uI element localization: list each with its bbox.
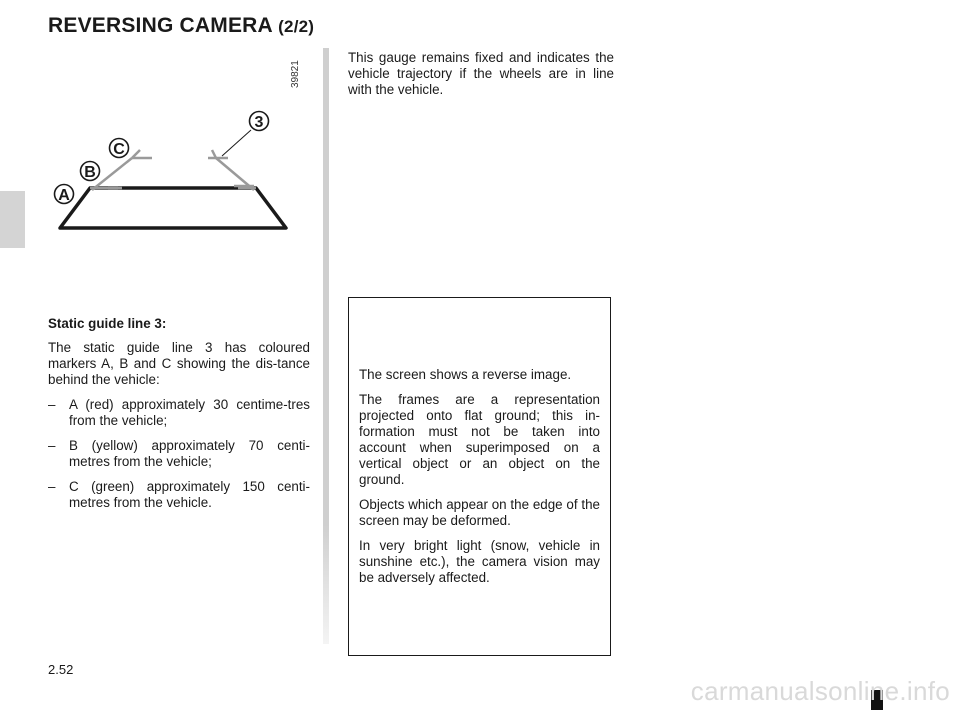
page-title-part: (2/2) [278,17,315,36]
callout-a-label: A [58,187,70,204]
list-dash: – [48,397,56,412]
page-title-main: REVERSING CAMERA [48,14,273,37]
list-dash: – [48,479,56,494]
marker-list [48,397,310,511]
section-intro: The static guide line 3 has coloured markers A, B and C showing the dis-tance behind the vehicle: [48,340,310,387]
guide-line-diagram [48,58,310,238]
page-number: 2.52 [48,662,74,677]
list-dash: – [48,438,56,453]
callout-3-label: 3 [254,114,264,131]
list-item-text: C (green) approximately 150 centi-metres from the vehicle. [69,479,310,510]
section-heading: Static guide line 3: [48,316,167,331]
callout-b [81,162,100,182]
watermark: carmanualsonline.info [690,676,950,706]
note-paragraph: Objects which appear on the edge of the screen may be deformed. [359,497,600,528]
list-item [48,438,310,470]
list-item-text: A (red) approximately 30 centime-tres from the vehicle; [69,397,310,428]
list-item [48,397,310,429]
guide-frame [60,188,286,228]
gauge-description: This gauge remains fixed and indicates the vehicle trajectory if the wheels are in line with the vehicle. [348,50,614,97]
figure-id: 39821 [290,60,301,88]
note-box [348,297,611,656]
callout-a [55,185,74,205]
guide-line-section [48,316,310,520]
callout-c-label: C [113,141,125,158]
callout-c [110,139,129,159]
callout-b-label: B [84,164,96,181]
callout-3 [250,112,269,132]
column-divider [323,48,329,644]
note-paragraph: In very bright light (snow, vehicle in sunshine etc.), the camera vision may be adversely affected. [359,538,600,585]
list-item [48,479,310,511]
page-title [48,14,314,38]
section-tab [0,191,25,248]
list-item-text: B (yellow) approximately 70 centi-metres from the vehicle; [69,438,310,469]
note-paragraph: The screen shows a reverse image. [359,367,572,382]
callout-3-leader [222,130,251,156]
note-content [359,367,600,595]
note-paragraph: The frames are a representation projected onto flat ground; this in-formation must not be taken into account when superimposed on a vertical object or an object on the ground. [359,392,600,487]
